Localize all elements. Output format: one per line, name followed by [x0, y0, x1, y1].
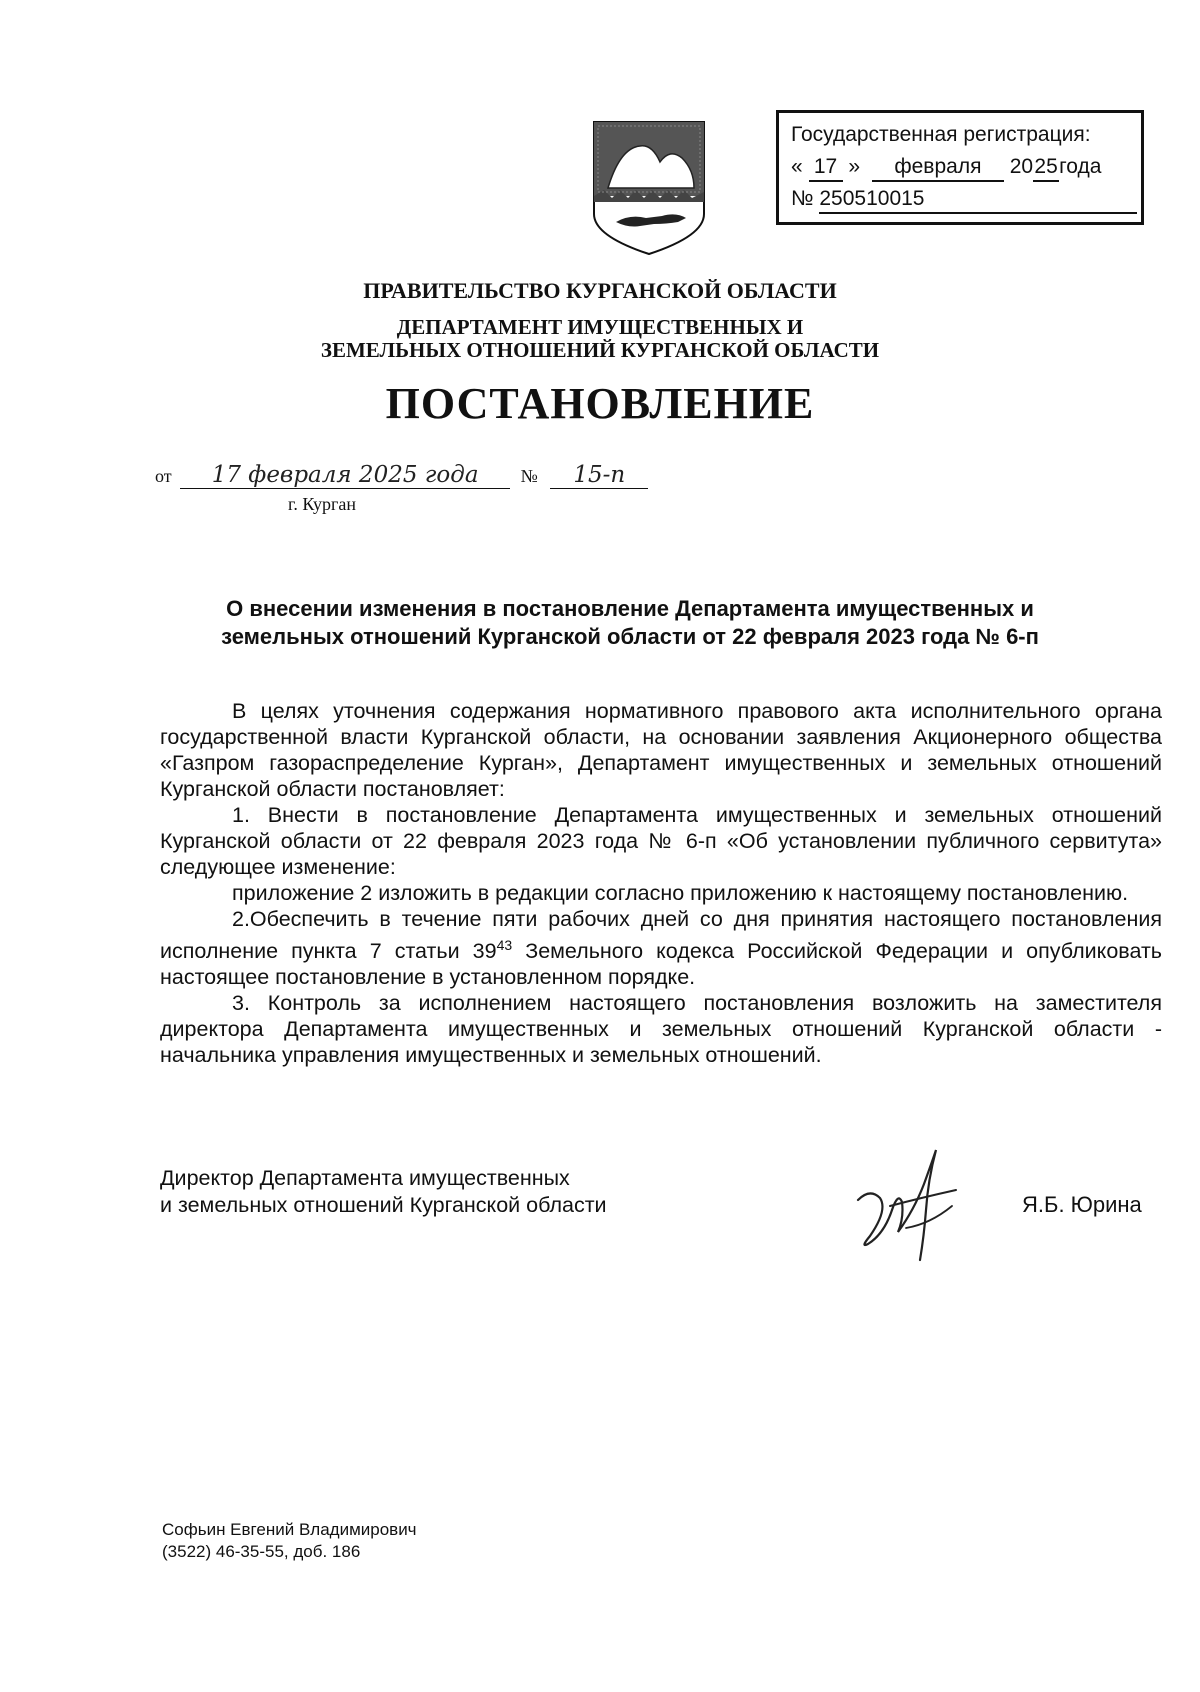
- number-label: №: [520, 466, 538, 486]
- registration-year-prefix: 20: [1009, 155, 1034, 178]
- city: г. Курган: [288, 494, 357, 514]
- registration-date-row: [791, 151, 1133, 183]
- executor-info: [162, 1519, 417, 1563]
- from-label: от: [155, 466, 172, 486]
- item2-text-before: 2.Обеспечить в течение пяти рабочих дней со дня принятия настоящего постановления исполнение пункта 7 статьи 39: [160, 907, 1162, 964]
- body-paragraph-item3: 3. Контроль за исполнением настоящего постановления возложить на заместителя директора Департамента имущественных и земельных отношений Курганской области - начальника управления имущественных и земельных отношений.: [160, 991, 1162, 1068]
- registration-heading: Государственная регистрация:: [791, 123, 1091, 146]
- government-name: ПРАВИТЕЛЬСТВО КУРГАНСКОЙ ОБЛАСТИ: [363, 278, 837, 303]
- document-type: ПОСТАНОВЛЕНИЕ: [385, 379, 815, 428]
- body-paragraph-item1-change: приложение 2 изложить в редакции согласно приложению к настоящему постановлению.: [232, 881, 1129, 905]
- handwritten-signature: [840, 1140, 970, 1270]
- date-number-line: [155, 462, 648, 489]
- article-superscript: 43: [496, 937, 513, 953]
- executor-name: Софьин Евгений Владимирович: [162, 1520, 417, 1539]
- coat-of-arms-emblem: [590, 118, 708, 258]
- document-title: [150, 595, 1110, 651]
- document-title-line2: земельных отношений Курганской области от 22 февраля 2023 года № 6-п: [221, 624, 1039, 649]
- registration-month: февраля: [872, 154, 1004, 182]
- body-paragraph-item2: [160, 906, 1162, 990]
- signatory-position: [160, 1165, 607, 1219]
- registration-day: 17: [809, 154, 843, 182]
- registration-year-word: года: [1059, 155, 1102, 178]
- document-title-line1: О внесении изменения в постановление Департамента имущественных и: [226, 596, 1034, 621]
- quote-close: »: [848, 155, 861, 178]
- registration-stamp: [776, 110, 1144, 225]
- handwritten-number: 15-п: [550, 462, 648, 489]
- department-name-line2: ЗЕМЕЛЬНЫХ ОТНОШЕНИЙ КУРГАНСКОЙ ОБЛАСТИ: [320, 338, 880, 362]
- item2-text-after: Земельного кодекса Российской Федерации и опубликовать настоящее постановление в установленном порядке.: [160, 939, 1162, 990]
- department-name-line1: ДЕПАРТАМЕНТ ИМУЩЕСТВЕННЫХ И: [396, 315, 804, 339]
- signatory-name: Я.Б. Юрина: [1022, 1192, 1142, 1217]
- body-paragraph-preamble: В целях уточнения содержания нормативного правового акта исполнительного органа государственной власти Курганской области, на основании заявления Акционерного общества «Газпром газораспределение Курган», Департамент имущественных и земельных отношений Курганской области постановляет:: [160, 699, 1162, 801]
- handwritten-date: 17 февраля 2025 года: [180, 462, 510, 489]
- document-body: [160, 698, 1162, 1068]
- registration-year-suffix: 25: [1033, 154, 1059, 182]
- signatory-position-line1: Директор Департамента имущественных: [160, 1166, 570, 1190]
- signatory-position-line2: и земельных отношений Курганской области: [160, 1193, 607, 1217]
- department-name: [0, 316, 1200, 362]
- executor-phone: (3522) 46-35-55, доб. 186: [162, 1542, 361, 1561]
- quote-open: «: [791, 155, 803, 178]
- registration-number: 250510015: [819, 186, 1137, 214]
- body-paragraph-item1: 1. Внести в постановление Департамента имущественных и земельных отношений Курганской области от 22 февраля 2023 года № 6-п «Об установлении публичного сервитута» следующее изменение:: [160, 803, 1162, 879]
- registration-number-sign: №: [791, 187, 814, 210]
- registration-number-row: [791, 183, 1133, 215]
